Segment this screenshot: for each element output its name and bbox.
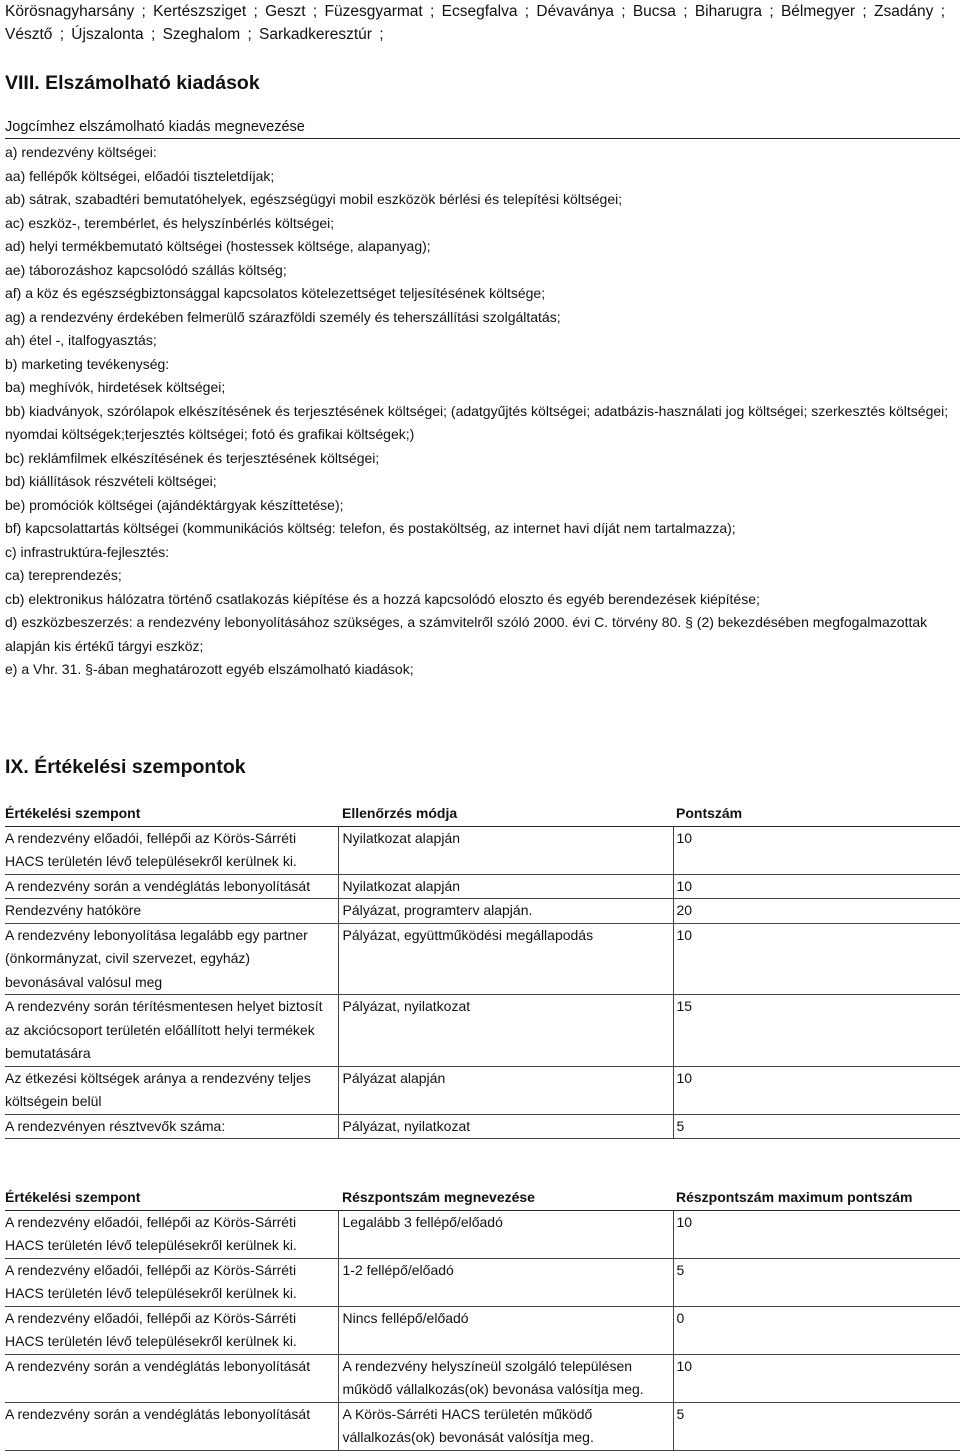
check-method-cell: Pályázat, együttműködési megállapodás [338,923,673,995]
table-row [5,1258,960,1306]
settlement-line-2: Vésztő ; Újszalonta ; Szeghalom ; Sarkadkeresztúr ; [5,26,384,43]
col-header-criterion: Értékelési szempont [5,1186,338,1210]
expense-item: ah) étel -, italfogyasztás; [5,332,157,348]
partial-name-cell: Nincs fellépő/előadó [338,1306,673,1354]
table-row [5,1306,960,1354]
table-row [5,1066,960,1114]
check-method-cell: Pályázat alapján [338,1066,673,1114]
expense-item: cb) elektronikus hálózatra történő csatlakozás kiépítése és a hozzá kapcsolódó eloszto és egyéb berendezések kiépítése; [5,590,760,607]
criterion-cell: A rendezvény előadói, fellépői az Körös-Sárréti HACS területén lévő településekről kerülnek ki. [5,1210,338,1258]
col-header-partial-max: Részpontszám maximum pontszám [673,1186,960,1210]
criterion-cell: Az étkezési költségek aránya a rendezvény teljes költségein belül [5,1066,338,1114]
col-header-criterion: Értékelési szempont [5,802,338,826]
expense-item: ae) táborozáshoz kapcsolódó szállás költség; [5,261,287,278]
partial-max-cell: 5 [673,1258,960,1306]
settlement-list [5,0,960,46]
expense-item: aa) fellépők költségei, előadói tiszteletdíjak; [5,167,275,184]
expense-item: bd) kiállítások részvételi költségei; [5,473,217,489]
table-row [5,1402,960,1450]
expense-item: c) infrastruktúra-fejlesztés: [5,543,170,560]
criterion-cell: A rendezvényen résztvevők száma: [5,1114,338,1139]
criterion-cell: A rendezvény során a vendéglátás lebonyolítását [5,1402,338,1450]
check-method-cell: Pályázat, nyilatkozat [338,1114,673,1139]
criterion-cell: A rendezvény során térítésmentesen helyet biztosít az akciócsoport területén előállított helyi termékek bemutatására [5,995,338,1067]
score-cell: 10 [673,874,960,899]
table-row [5,995,960,1067]
partial-max-cell: 0 [673,1306,960,1354]
score-cell: 5 [673,1114,960,1139]
expense-item: ag) a rendezvény érdekében felmerülő szárazföldi személy és teherszállítási szolgáltatás; [5,308,561,325]
criterion-cell: Rendezvény hatóköre [5,899,338,924]
score-cell: 10 [673,1066,960,1114]
section-8 [5,70,960,682]
partial-name-cell: A Körös-Sárréti HACS területén működő vállalkozás(ok) bevonását valósítja meg. [338,1402,673,1450]
criterion-cell: A rendezvény során a vendéglátás lebonyolítását [5,1354,338,1402]
partial-max-cell: 5 [673,1402,960,1450]
section-9 [5,754,960,1451]
settlement-line-1: Körösnagyharsány ; Kertészsziget ; Geszt ; Füzesgyarmat ; Ecsegfalva ; Dévaványa ; Bucsa ; Biharugra ; Bélmegyer ; Zsadány ; [5,3,946,20]
col-header-score: Pontszám [673,802,960,826]
section-8-title: VIII. Elszámolható kiadások [5,72,260,94]
expense-item: bb) kiadványok, szórólapok elkészítésének és terjesztésének költségei; (adatgyűjtés költségei; adatbázis-használati jog költségei; szerkesztés költségei; nyomdai költségek;terjesztés költségei; fotó és grafikai költségek;) [5,402,949,442]
check-method-cell: Pályázat, programterv alapján. [338,899,673,924]
score-cell: 10 [673,826,960,874]
criterion-cell: A rendezvény lebonyolítása legalább egy partner (önkormányzat, civil szervezet, egyház) bevonásával valósul meg [5,923,338,995]
table-row [5,899,960,924]
table-row [5,1354,960,1402]
partial-name-cell: A rendezvény helyszíneül szolgáló településen működő vállalkozás(ok) bevonása valósítja meg. [338,1354,673,1402]
evaluation-table [5,802,960,1139]
score-cell: 15 [673,995,960,1067]
expense-item: bc) reklámfilmek elkészítésének és terjesztésének költségei; [5,449,380,466]
expense-item: ac) eszköz-, terembérlet, és helyszínbérlés költségei; [5,214,335,231]
col-header-partial-name: Részpontszám megnevezése [338,1186,673,1210]
expense-item: b) marketing tevékenység: [5,355,170,372]
table-row [5,874,960,899]
partial-max-cell: 10 [673,1354,960,1402]
partial-name-cell: 1-2 fellépő/előadó [338,1258,673,1306]
table-row [5,1210,960,1258]
expense-item: be) promóciók költségei (ajándéktárgyak készíttetése); [5,496,344,513]
section-9-title: IX. Értékelési szempontok [5,756,246,778]
expense-item: ab) sátrak, szabadtéri bemutatóhelyek, egészségügyi mobil eszközök bérlési és telepítési költségei; [5,191,623,207]
criterion-cell: A rendezvény előadói, fellépői az Körös-Sárréti HACS területén lévő településekről kerülnek ki. [5,1258,338,1306]
expense-item: a) rendezvény költségei: [5,144,157,160]
criterion-cell: A rendezvény előadói, fellépői az Körös-Sárréti HACS területén lévő településekről kerülnek ki. [5,1306,338,1354]
expense-list [5,141,960,682]
check-method-cell: Nyilatkozat alapján [338,874,673,899]
partial-name-cell: Legalább 3 fellépő/előadó [338,1210,673,1258]
criterion-cell: A rendezvény előadói, fellépői az Körös-Sárréti HACS területén lévő településekről kerülnek ki. [5,826,338,874]
table-row [5,1114,960,1139]
partial-max-cell: 10 [673,1210,960,1258]
partial-score-table [5,1186,960,1451]
expense-item: ba) meghívók, hirdetések költségei; [5,379,226,395]
criterion-cell: A rendezvény során a vendéglátás lebonyolítását [5,874,338,899]
table-row [5,826,960,874]
expense-item: ca) tereprendezés; [5,567,122,583]
expense-item: d) eszközbeszerzés: a rendezvény lebonyolításához szükséges, a számvitelről szóló 2000. évi C. törvény 80. § (2) bekezdésében megfogalmazottak alapján kis értékű tárgyi eszköz; [5,614,928,654]
check-method-cell: Pályázat, nyilatkozat [338,995,673,1067]
table-row [5,923,960,995]
score-cell: 20 [673,899,960,924]
expense-item: ad) helyi termékbemutató költségei (hostessek költsége, alapanyag); [5,238,431,254]
expense-item: af) a köz és egészségbiztonsággal kapcsolatos kötelezettséget teljesítésének költsége; [5,285,546,301]
col-header-check-method: Ellenőrzés módja [338,802,673,826]
check-method-cell: Nyilatkozat alapján [338,826,673,874]
document-page [5,0,960,1445]
expense-item: bf) kapcsolattartás költségei (kommunikációs költség: telefon, és postaköltség, az internet havi díját nem tartalmazza); [5,520,736,536]
expense-item: e) a Vhr. 31. §-ában meghatározott egyéb elszámolható kiadások; [5,661,414,677]
score-cell: 10 [673,923,960,995]
section-8-subheading: Jogcímhez elszámolható kiadás megnevezése [5,116,960,139]
